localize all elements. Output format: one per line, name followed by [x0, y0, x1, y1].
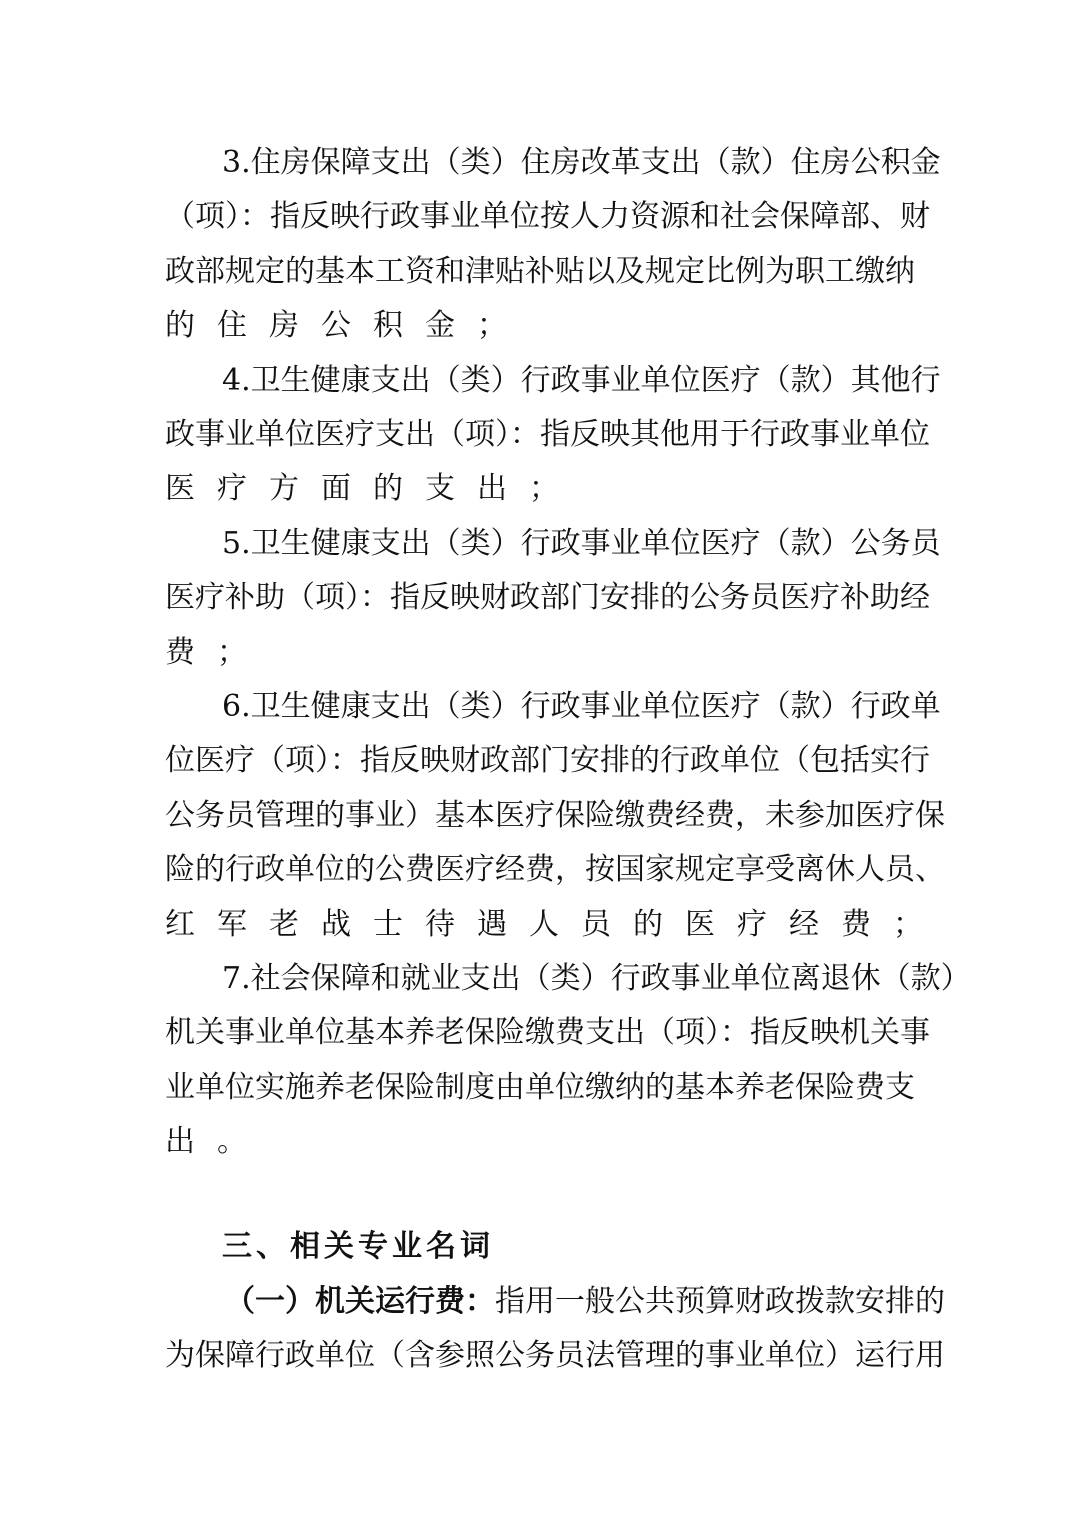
paragraph-5-line: 出。	[165, 1124, 269, 1160]
paragraph-5-line: 业单位实施养老保险制度由单位缴纳的基本养老保险费支	[165, 1069, 915, 1105]
paragraph-2-line: 医疗方面的支出；	[165, 471, 581, 507]
paragraph-3-line: 医疗补助（项）：指反映财政部门安排的公务员医疗补助经	[165, 580, 930, 616]
paragraph-4-line: 红军老战士待遇人员的医疗经费；	[165, 906, 945, 942]
paragraph-1-line: 政部规定的基本工资和津贴补贴以及规定比例为职工缴纳	[165, 253, 915, 289]
paragraph-2-line: 4.卫生健康支出（类）行政事业单位医疗（款）其他行	[222, 362, 941, 398]
section-heading: 三、相关专业名词	[222, 1229, 494, 1264]
paragraph-4-line: 险的行政单位的公费医疗经费，按国家规定享受离休人员、	[165, 852, 945, 888]
term-line-2: 为保障行政单位（含参照公务员法管理的事业单位）运行用	[165, 1338, 945, 1373]
paragraph-5-line: 7.社会保障和就业支出（类）行政事业单位离退休（款）	[222, 961, 971, 996]
term-definition: 指用一般公共预算财政拨款安排的	[495, 1284, 945, 1319]
paragraph-4-line: 6.卫生健康支出（类）行政事业单位医疗（款）行政单	[222, 689, 941, 724]
paragraph-4-line: 公务员管理的事业）基本医疗保险缴费经费，未参加医疗保	[165, 797, 945, 833]
paragraph-5-line: 机关事业单位基本养老保险缴费支出（项）：指反映机关事	[165, 1015, 930, 1051]
paragraph-3-line: 5.卫生健康支出（类）行政事业单位医疗（款）公务员	[222, 525, 941, 561]
paragraph-4-line: 位医疗（项）：指反映财政部门安排的行政单位（包括实行	[165, 743, 930, 779]
paragraph-2-line: 政事业单位医疗支出（项）：指反映其他用于行政事业单位	[165, 417, 930, 452]
paragraph-1-line: 3.住房保障支出（类）住房改革支出（款）住房公积金	[222, 145, 941, 180]
term-label: （一）机关运行费：	[225, 1284, 495, 1319]
paragraph-3-line: 费；	[165, 634, 269, 670]
term-line-1	[225, 1282, 945, 1322]
paragraph-1-line: （项）：指反映行政事业单位按人力资源和社会保障部、财	[165, 199, 930, 235]
paragraph-1-line: 的住房公积金；	[165, 308, 529, 344]
